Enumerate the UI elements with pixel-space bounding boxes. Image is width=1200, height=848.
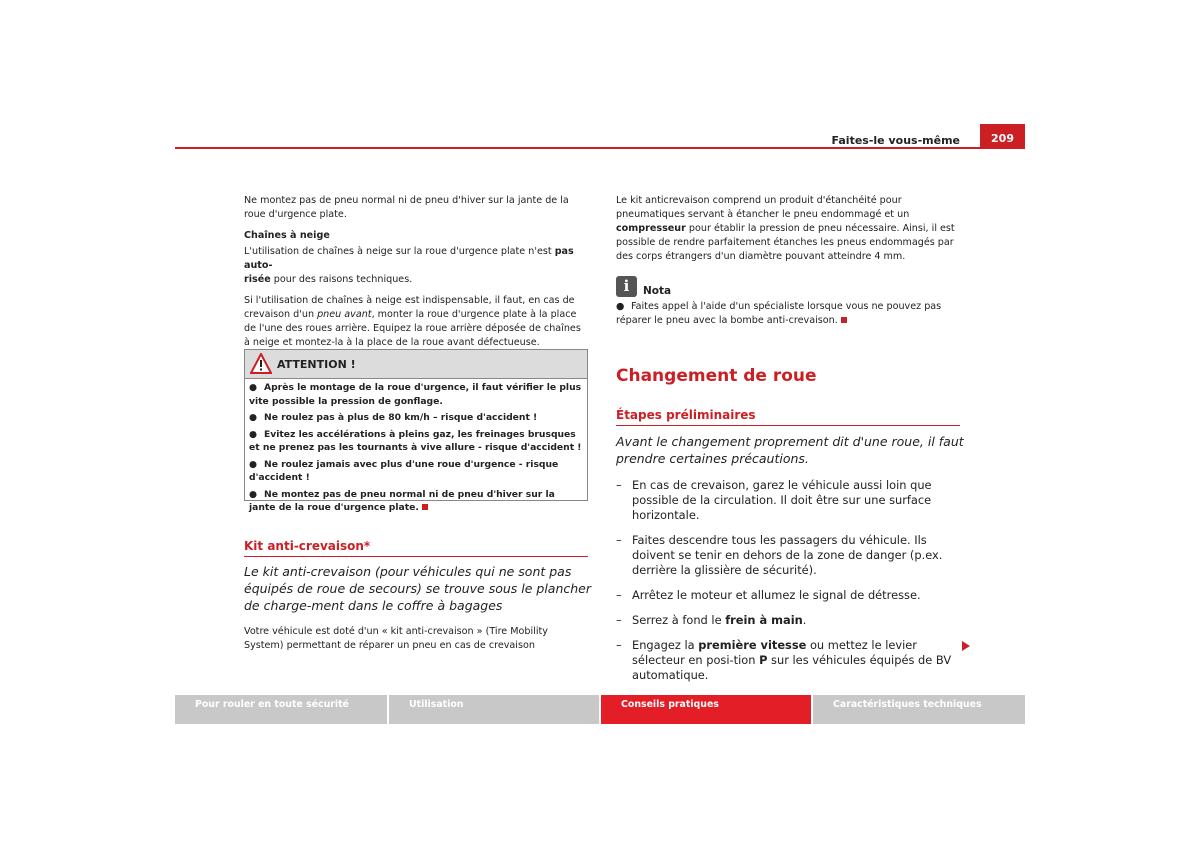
list-item [616,533,964,578]
header-rule [175,147,1025,149]
bold-text: frein à main [725,613,803,627]
warning-item-text: Evitez les accélérations à pleins gaz, les freinages brusques et ne prenez pas les tournants à vive allure - risque d'accident ! [249,428,582,453]
bold-text: pas auto- [244,246,574,271]
step-text: En cas de crevaison, garez le véhicule aussi loin que possible de la circulation. Il doit être sur une surface horizontale. [632,478,932,522]
warning-item-text: Après le montage de la roue d'urgence, il faut vérifier le plus vite possible la pression de gonflage. [249,382,582,407]
bold-text: P [759,653,768,667]
info-icon: i [616,276,637,297]
note-text: Faites appel à l'aide d'un spécialiste lorsque vous ne pouvez pas réparer le pneu avec la bombe anti-crevaison. [616,301,942,326]
bold-text: compresseur [616,223,686,234]
dash: – [616,533,622,547]
warning-item-text: Ne roulez pas à plus de 80 km/h – risque d'accident ! [264,412,538,423]
paragraph [244,194,588,222]
paragraph [616,194,960,264]
paragraph [244,245,588,287]
note-text-block: ● Faites appel à l'aide d'un spécialiste lorsque vous ne pouvez pas réparer le pneu avec la bombe anti-crevaison. [616,301,942,326]
warning-triangle-icon [250,353,272,374]
warning-item: ● Evitez les accélérations à pleins gaz, les freinages brusques et ne prenez pas les tournants à vive allure - risque d'accident ! [249,428,582,453]
paragraph-text: , monter la roue d'urgence plate à la place de l'une des roues arrière. Equipez la roue arrière déposée de chaînes à neige et montez-la à la place de la roue avant défectueuse. [244,309,581,348]
warning-item-text: Ne montez pas de pneu normal ni de pneu d'hiver sur la jante de la roue d'urgence plate. [249,488,555,513]
paragraph-text: Si l'utilisation de chaînes à neige est indispensable, il faut, en cas de crevaison d'un [244,295,575,320]
right-column [616,194,960,271]
step-text: ou mettez le levier sélecteur en posi-tion [632,638,917,667]
kit-body: Votre véhicule est doté d'un « kit anti-crevaison » (Tire Mobility System) permettant de réparer un pneu en cas de crevaison [244,626,548,651]
dash: – [616,478,622,492]
kit-heading: Kit anti-crevaison* [244,539,371,553]
subsection-heading-rule [616,425,960,426]
list-item [616,638,964,683]
section-title: Changement de roue [616,366,817,386]
kit-intro: Le kit anti-crevaison (pour véhicules qui ne sont pas équipés de roue de secours) se trouve sous le plancher de charge-ment dans le coffre à bagages [244,564,592,613]
paragraph [244,294,588,350]
dash: – [616,588,622,602]
end-marker-icon [841,317,847,323]
paragraph-text: Ne montez pas de pneu normal ni de pneu d'hiver sur la jante de la roue d'urgence plate. [244,195,569,220]
warning-box [244,349,588,513]
italic-text: pneu avant [317,309,372,320]
left-column [244,194,588,357]
tab-utilisation[interactable]: Utilisation [389,695,599,724]
page-number: 209 [980,124,1025,148]
footer-tabs [175,695,1025,724]
change-intro: Avant le changement proprement dit d'une roue, il faut prendre certaines précautions. [616,434,964,466]
step-text: Serrez à fond le [632,613,726,627]
kit-heading-rule [244,556,588,557]
warning-item: ● Ne montez pas de pneu normal ni de pneu d'hiver sur la jante de la roue d'urgence plate. [249,488,555,513]
paragraph-text: pour des raisons techniques. [270,274,413,285]
tab-securite[interactable]: Pour rouler en toute sécurité [175,695,387,724]
list-item [616,613,964,628]
steps-list [616,478,964,693]
note-label: Nota [643,285,672,297]
dash: – [616,613,622,627]
tab-caracteristiques[interactable]: Caractéristiques techniques [813,695,1025,724]
tab-conseils-pratiques[interactable]: Conseils pratiques [601,695,811,724]
paragraph-text: pour établir la pression de pneu nécessaire. Ainsi, il est possible de rendre parfaitement étanches les pneus endommagés par des corps étrangers d'un diamètre pouvant atteindre 4 mm. [616,223,955,262]
warning-item: ● Ne roulez jamais avec plus d'une roue d'urgence - risque d'accident ! [249,458,559,483]
list-item [616,478,964,523]
subheading-snow-chains: Chaînes à neige [244,230,330,241]
paragraph-text: Le kit anticrevaison comprend un produit d'étanchéité pour pneumatiques servant à étancher le pneu endommagé et un [616,195,910,220]
warning-item: ● Après le montage de la roue d'urgence, il faut vérifier le plus vite possible la pression de gonflage. [249,382,582,407]
paragraph-text: L'utilisation de chaînes à neige sur la roue d'urgence plate n'est [244,246,555,257]
warning-body [245,379,587,520]
step-text: sur les véhicules équipés de BV automatique. [632,653,952,682]
continue-arrow-icon [962,641,970,651]
warning-header [245,350,587,379]
step-text: . [802,613,807,627]
dash: – [616,638,622,652]
warning-item: ● Ne roulez pas à plus de 80 km/h – risque d'accident ! [249,412,538,423]
step-text: Engagez la [632,638,699,652]
list-item [616,588,964,603]
subsection-heading: Étapes préliminaires [616,408,756,422]
step-text: Arrêtez le moteur et allumez le signal de détresse. [632,588,921,602]
bold-text: risée [244,274,271,285]
running-header: Faites-le vous-même [831,134,960,147]
end-marker-icon [422,504,428,510]
step-text: Faites descendre tous les passagers du véhicule. Ils doivent se tenir en dehors de la zone de danger (p.ex. derrière la glissière de sécurité). [632,533,943,577]
bold-text: première vitesse [698,638,807,652]
warning-item-text: Ne roulez jamais avec plus d'une roue d'urgence - risque d'accident ! [249,458,559,483]
warning-title: ATTENTION ! [277,358,356,371]
